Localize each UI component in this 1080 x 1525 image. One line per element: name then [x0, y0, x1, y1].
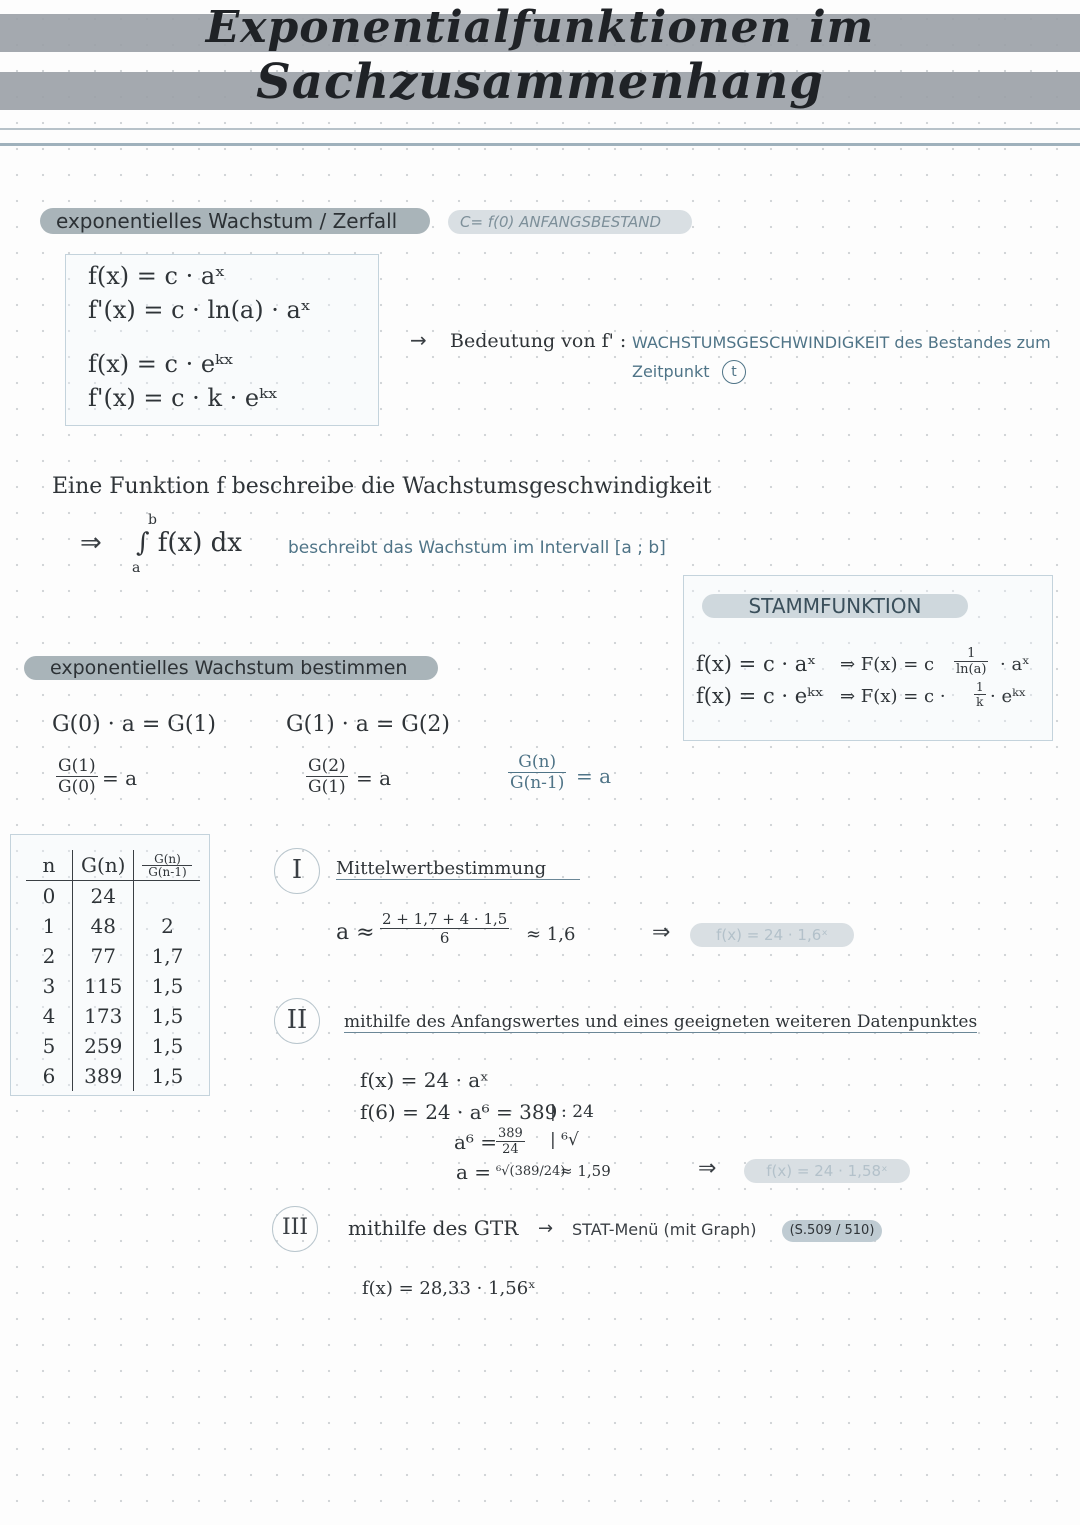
stammfunktion-line1-right-a: ⇒ F(x) = c: [840, 654, 935, 675]
method-2-line2: f(6) = 24 · a⁶ = 389: [360, 1100, 558, 1124]
table-cell: 48: [73, 911, 134, 941]
table-header-gn: G(n): [73, 850, 134, 881]
method-3-result: f(x) = 28,33 · 1,56ˣ: [362, 1278, 536, 1299]
stammfunktion-line1-frac-den: ln(a): [956, 662, 987, 677]
ratio-gn-gn1-eq: = a: [576, 764, 612, 788]
method-2-arrow: ⇒: [698, 1156, 717, 1181]
table-cell: 389: [73, 1061, 134, 1091]
integral-description: beschreibt das Wachstum im Intervall [a ; b]: [288, 538, 666, 558]
method-2-line3-op: | ⁶√: [550, 1130, 579, 1150]
table-cell: 1: [42, 914, 56, 938]
ratio-g1-g0-num: G(1): [58, 756, 96, 776]
ratio-g2-g1-num: G(2): [308, 756, 346, 776]
stammfunktion-line2-frac-den: k: [976, 695, 984, 709]
meaning-text-line1: WACHSTUMSGESCHWINDIGKEIT des Bestandes zum: [632, 333, 1051, 352]
formula-exp-e: f(x) = c · eᵏˣ: [88, 350, 234, 378]
table-row: [26, 1031, 200, 1061]
table-row: [26, 1061, 200, 1091]
method-1-numeral: I: [274, 848, 320, 894]
method-1-heading: Mittelwertbestimmung: [336, 858, 580, 880]
method-3-arrow: →: [538, 1218, 554, 1239]
table-cell: 2: [134, 911, 201, 941]
table-cell: 2: [42, 944, 56, 968]
eq-g1-a-g2: G(1) · a = G(2): [286, 712, 450, 737]
stammfunktion-line2-fraction: [974, 680, 986, 709]
stammfunktion-heading: STAMMFUNKTION: [702, 594, 968, 618]
table-cell: 1,5: [134, 1001, 201, 1031]
method-1-frac-num: 2 + 1,7 + 4 · 1,5: [382, 910, 508, 928]
table-cell: 6: [42, 1064, 56, 1088]
stammfunktion-line1-frac-num: 1: [954, 646, 988, 662]
method-2-line3-num: 389: [498, 1126, 523, 1141]
meaning-label: Bedeutung von f' :: [450, 330, 627, 352]
table-cell: 24: [73, 881, 134, 912]
formula-exp-e-derivative: f'(x) = c · k · eᵏˣ: [88, 384, 278, 412]
meaning-text-line2: Zeitpunkt: [632, 362, 710, 381]
stammfunktion-line1-right-b: · aˣ: [1000, 654, 1030, 675]
method-2-numeral: II: [274, 998, 320, 1044]
data-table: [26, 850, 200, 1091]
table-cell: 115: [73, 971, 134, 1001]
method-3-menu: STAT-Menü (mit Graph): [572, 1220, 757, 1239]
table-header-ratio-den: G(n-1): [148, 864, 187, 879]
table-cell: 1,5: [134, 971, 201, 1001]
table-cell: 1,5: [134, 1061, 201, 1091]
method-1-result: ≈ 1,6: [526, 924, 576, 945]
table-cell: 5: [42, 1034, 56, 1058]
table-row: [26, 911, 200, 941]
method-1-arrow: ⇒: [652, 920, 671, 945]
integral-upper-bound: b: [148, 512, 157, 528]
stammfunktion-line1-left: f(x) = c · aˣ: [696, 652, 817, 676]
method-3-heading: mithilfe des GTR: [348, 1216, 519, 1240]
section-heading-determine-growth: exponentielles Wachstum bestimmen: [24, 656, 438, 680]
method-1-a-lhs: a ≈: [336, 920, 375, 945]
table-header-ratio: [134, 850, 201, 881]
ratio-g2-g1-eq: = a: [356, 766, 392, 790]
growth-rate-sentence: Eine Funktion f beschreibe die Wachstumsgeschwindigkeit: [52, 474, 712, 499]
table-row: [26, 941, 200, 971]
page-title-line1: Exponentialfunktionen im: [205, 2, 875, 53]
stammfunktion-line2-left: f(x) = c · eᵏˣ: [696, 684, 824, 708]
method-3-page-ref: (S.509 / 510): [782, 1220, 882, 1242]
title-rule: [0, 128, 1080, 130]
title-rule-2: [0, 143, 1080, 146]
integral-expression: ∫ f(x) dx: [136, 528, 242, 558]
table-cell: 3: [42, 974, 56, 998]
table-cell: 77: [73, 941, 134, 971]
method-1-fraction: [380, 910, 509, 947]
table-cell: 1,5: [134, 1031, 201, 1061]
table-header-row: [26, 850, 200, 881]
method-2-line2-op: | : 24: [550, 1102, 594, 1122]
page-title-line2: Sachzusammenhang: [256, 54, 824, 110]
table-cell: 259: [73, 1031, 134, 1061]
table-cell: 4: [42, 1004, 56, 1028]
method-2-line4-root: ⁶√(389/24): [496, 1164, 566, 1179]
method-2-line3-fraction: [496, 1126, 525, 1157]
table-header-n: n: [42, 853, 56, 877]
ratio-g1-g0-eq: = a: [102, 766, 138, 790]
ratio-g2-g1: [306, 756, 348, 797]
section-heading-growth-decay: exponentielles Wachstum / Zerfall: [40, 208, 430, 234]
ratio-g1-g0: [56, 756, 98, 797]
table-cell: 1,7: [134, 941, 201, 971]
method-1-result-pill: f(x) = 24 · 1,6ˣ: [690, 923, 854, 947]
integral-lower-bound: a: [132, 560, 141, 576]
ratio-g2-g1-den: G(1): [308, 777, 346, 797]
table-cell: [134, 881, 201, 912]
stammfunktion-line2-right-a: ⇒ F(x) = c ·: [840, 686, 946, 707]
ratio-g1-g0-den: G(0): [58, 777, 96, 797]
method-2-line3-den: 24: [502, 1142, 519, 1157]
stammfunktion-line1-fraction: [954, 646, 988, 677]
stammfunktion-line2-frac-num: 1: [976, 680, 984, 694]
meaning-t-circle: t: [722, 360, 746, 384]
table-row: [26, 1001, 200, 1031]
table-cell: 173: [73, 1001, 134, 1031]
table-row: [26, 881, 200, 912]
method-2-line3-lhs: a⁶ =: [454, 1130, 498, 1154]
ratio-gn-gn1: [508, 752, 566, 793]
stammfunktion-line2-right-b: · eᵏˣ: [990, 686, 1027, 707]
initial-value-note: C= f(0) ANFANGSBESTAND: [448, 210, 692, 234]
method-1-frac-den: 6: [439, 929, 450, 947]
method-3-numeral: III: [272, 1206, 318, 1252]
method-2-line4-lhs: a =: [456, 1160, 492, 1184]
formula-exp-a: f(x) = c · aˣ: [88, 262, 226, 290]
formula-exp-a-derivative: f'(x) = c · ln(a) · aˣ: [88, 296, 311, 324]
method-2-heading: mithilfe des Anfangswertes und eines geeigneten weiteren Datenpunktes: [344, 1012, 978, 1032]
meaning-arrow: →: [410, 328, 427, 352]
table-row: [26, 971, 200, 1001]
table-cell: 0: [42, 884, 56, 908]
integral-arrow: ⇒: [80, 528, 102, 558]
ratio-gn-gn1-den: G(n-1): [510, 773, 565, 793]
method-2-line1: f(x) = 24 · aˣ: [360, 1068, 489, 1092]
ratio-gn-gn1-num: G(n): [508, 752, 566, 773]
eq-g0-a-g1: G(0) · a = G(1): [52, 712, 216, 737]
method-2-result-pill: f(x) = 24 · 1,58ˣ: [744, 1159, 910, 1183]
method-2-line4-result: ≈ 1,59: [560, 1162, 611, 1180]
table-header-ratio-num: G(n): [142, 853, 192, 866]
